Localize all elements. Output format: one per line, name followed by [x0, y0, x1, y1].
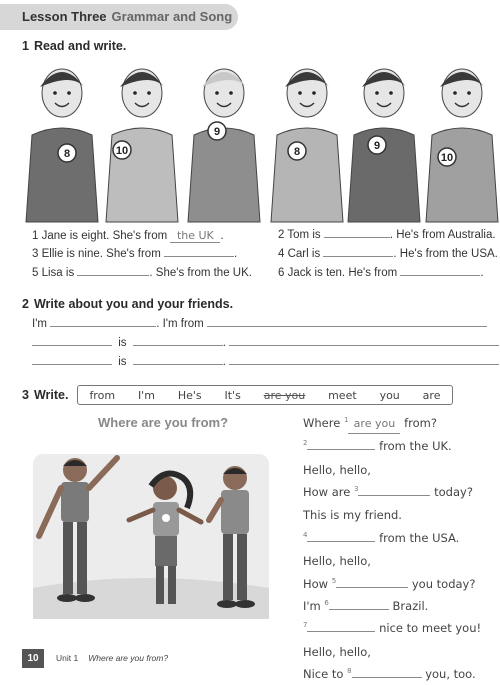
lyric-blank[interactable] — [352, 677, 422, 678]
age-badge-number: 9 — [213, 126, 221, 138]
section-1-title: 1 Read and write. — [22, 39, 127, 53]
lyric-line: I'm $^6$ Brazil. — [303, 598, 429, 613]
friend-name-blank[interactable] — [32, 345, 112, 346]
word-chip: I'm — [137, 388, 155, 402]
answer-blank[interactable] — [164, 256, 234, 257]
child-eye — [453, 91, 457, 95]
lyric-blank[interactable] — [307, 541, 375, 542]
answer-blank[interactable] — [324, 237, 390, 238]
child-eye — [133, 91, 137, 95]
child-eye — [467, 91, 471, 95]
exercise-5-item: 5 Lisa is . She's from the UK. — [32, 267, 252, 279]
child-eye — [375, 91, 379, 95]
lesson-subtitle: Grammar and Song — [111, 9, 233, 24]
word-box — [77, 385, 453, 405]
lyric-line: This is my friend. — [303, 508, 402, 523]
child-eye — [389, 91, 393, 95]
about-you-row-2: is . — [32, 337, 499, 349]
word-chip: are — [422, 388, 441, 402]
age-badge-number: 8 — [63, 148, 71, 160]
about-you-row-3: is . — [32, 356, 499, 368]
lyric-blank[interactable] — [329, 609, 389, 610]
word-chip: It's — [224, 388, 241, 402]
lyric-line: How are $^3$ today? — [303, 484, 473, 499]
child-eye — [147, 91, 151, 95]
lyric-line: $^4$ from the USA. — [303, 530, 460, 545]
children-illustration — [22, 57, 500, 222]
word-chip: from — [89, 388, 116, 402]
friend-country-blank[interactable] — [229, 364, 499, 365]
exercise-6-item: 6 Jack is ten. He's from . — [278, 267, 484, 279]
lyric-line: Where $^1$ are you from? — [303, 411, 481, 434]
answer-blank[interactable] — [323, 256, 393, 257]
friend-country-blank[interactable] — [229, 345, 499, 346]
lyric-line: $^7$ nice to meet you! — [303, 621, 482, 636]
age-badge-number: 8 — [293, 146, 301, 158]
lyric-line: Hello, hello, — [303, 554, 371, 569]
word-chip: you — [379, 388, 400, 402]
song-children-illustration — [25, 448, 275, 633]
answer-blank[interactable] — [400, 275, 480, 276]
child-body — [426, 128, 498, 222]
name-blank[interactable] — [50, 326, 156, 327]
section-3-title: 3 Write. — [22, 388, 69, 402]
child-eye — [298, 91, 302, 95]
answer-blank[interactable]: the UK — [170, 229, 220, 243]
child-eye — [215, 91, 219, 95]
exercise-1-item: 1 Jane is eight. She's from the UK . — [32, 229, 224, 242]
song-title: Where are you from? — [98, 415, 229, 430]
lyric-line: Nice to $^8$ you, too. — [303, 667, 476, 682]
lyric-blank[interactable] — [307, 449, 375, 450]
child-body — [188, 128, 260, 222]
child-body — [26, 128, 98, 222]
lyric-blank[interactable] — [358, 495, 430, 496]
child-eye — [67, 91, 71, 95]
word-chip: He's — [177, 388, 202, 402]
age-blank[interactable] — [133, 364, 223, 365]
friend-name-blank[interactable] — [32, 364, 112, 365]
lesson-title: Lesson Three Grammar and Song — [22, 9, 233, 24]
country-blank[interactable] — [207, 326, 487, 327]
lyric-line: Hello, hello, — [303, 462, 371, 477]
age-badge-number: 10 — [115, 145, 129, 157]
child-eye — [229, 91, 233, 95]
child-eye — [53, 91, 57, 95]
exercise-2-item: 2 Tom is . He's from Australia. — [278, 229, 496, 241]
section-2-title: 2 Write about you and your friends. — [22, 297, 234, 311]
exercise-4-item: 4 Carl is . He's from the USA. — [278, 248, 498, 260]
song-lyrics — [303, 411, 481, 685]
page-number: 10 — [22, 649, 44, 668]
lyric-line: How $^5$ you today? — [303, 576, 476, 591]
lyric-line: Hello, hello, — [303, 644, 371, 659]
word-chip: meet — [328, 388, 357, 402]
lyric-blank[interactable]: are you — [348, 414, 400, 435]
about-you-row-1: I'm . I'm from — [32, 318, 487, 330]
exercise-3-item: 3 Ellie is nine. She's from . — [32, 248, 238, 260]
footer-unit: Unit 1 Where are you from? — [56, 653, 169, 663]
age-blank[interactable] — [133, 345, 223, 346]
child-eye — [312, 91, 316, 95]
lyric-blank[interactable] — [307, 631, 375, 632]
word-chip-used: are you — [263, 388, 306, 402]
child-body — [271, 128, 343, 222]
lyric-line: $^2$ from the UK. — [303, 439, 452, 454]
lyric-blank[interactable] — [336, 587, 408, 588]
age-badge-number: 9 — [373, 140, 381, 152]
age-badge-number: 10 — [440, 152, 454, 164]
answer-blank[interactable] — [77, 275, 149, 276]
